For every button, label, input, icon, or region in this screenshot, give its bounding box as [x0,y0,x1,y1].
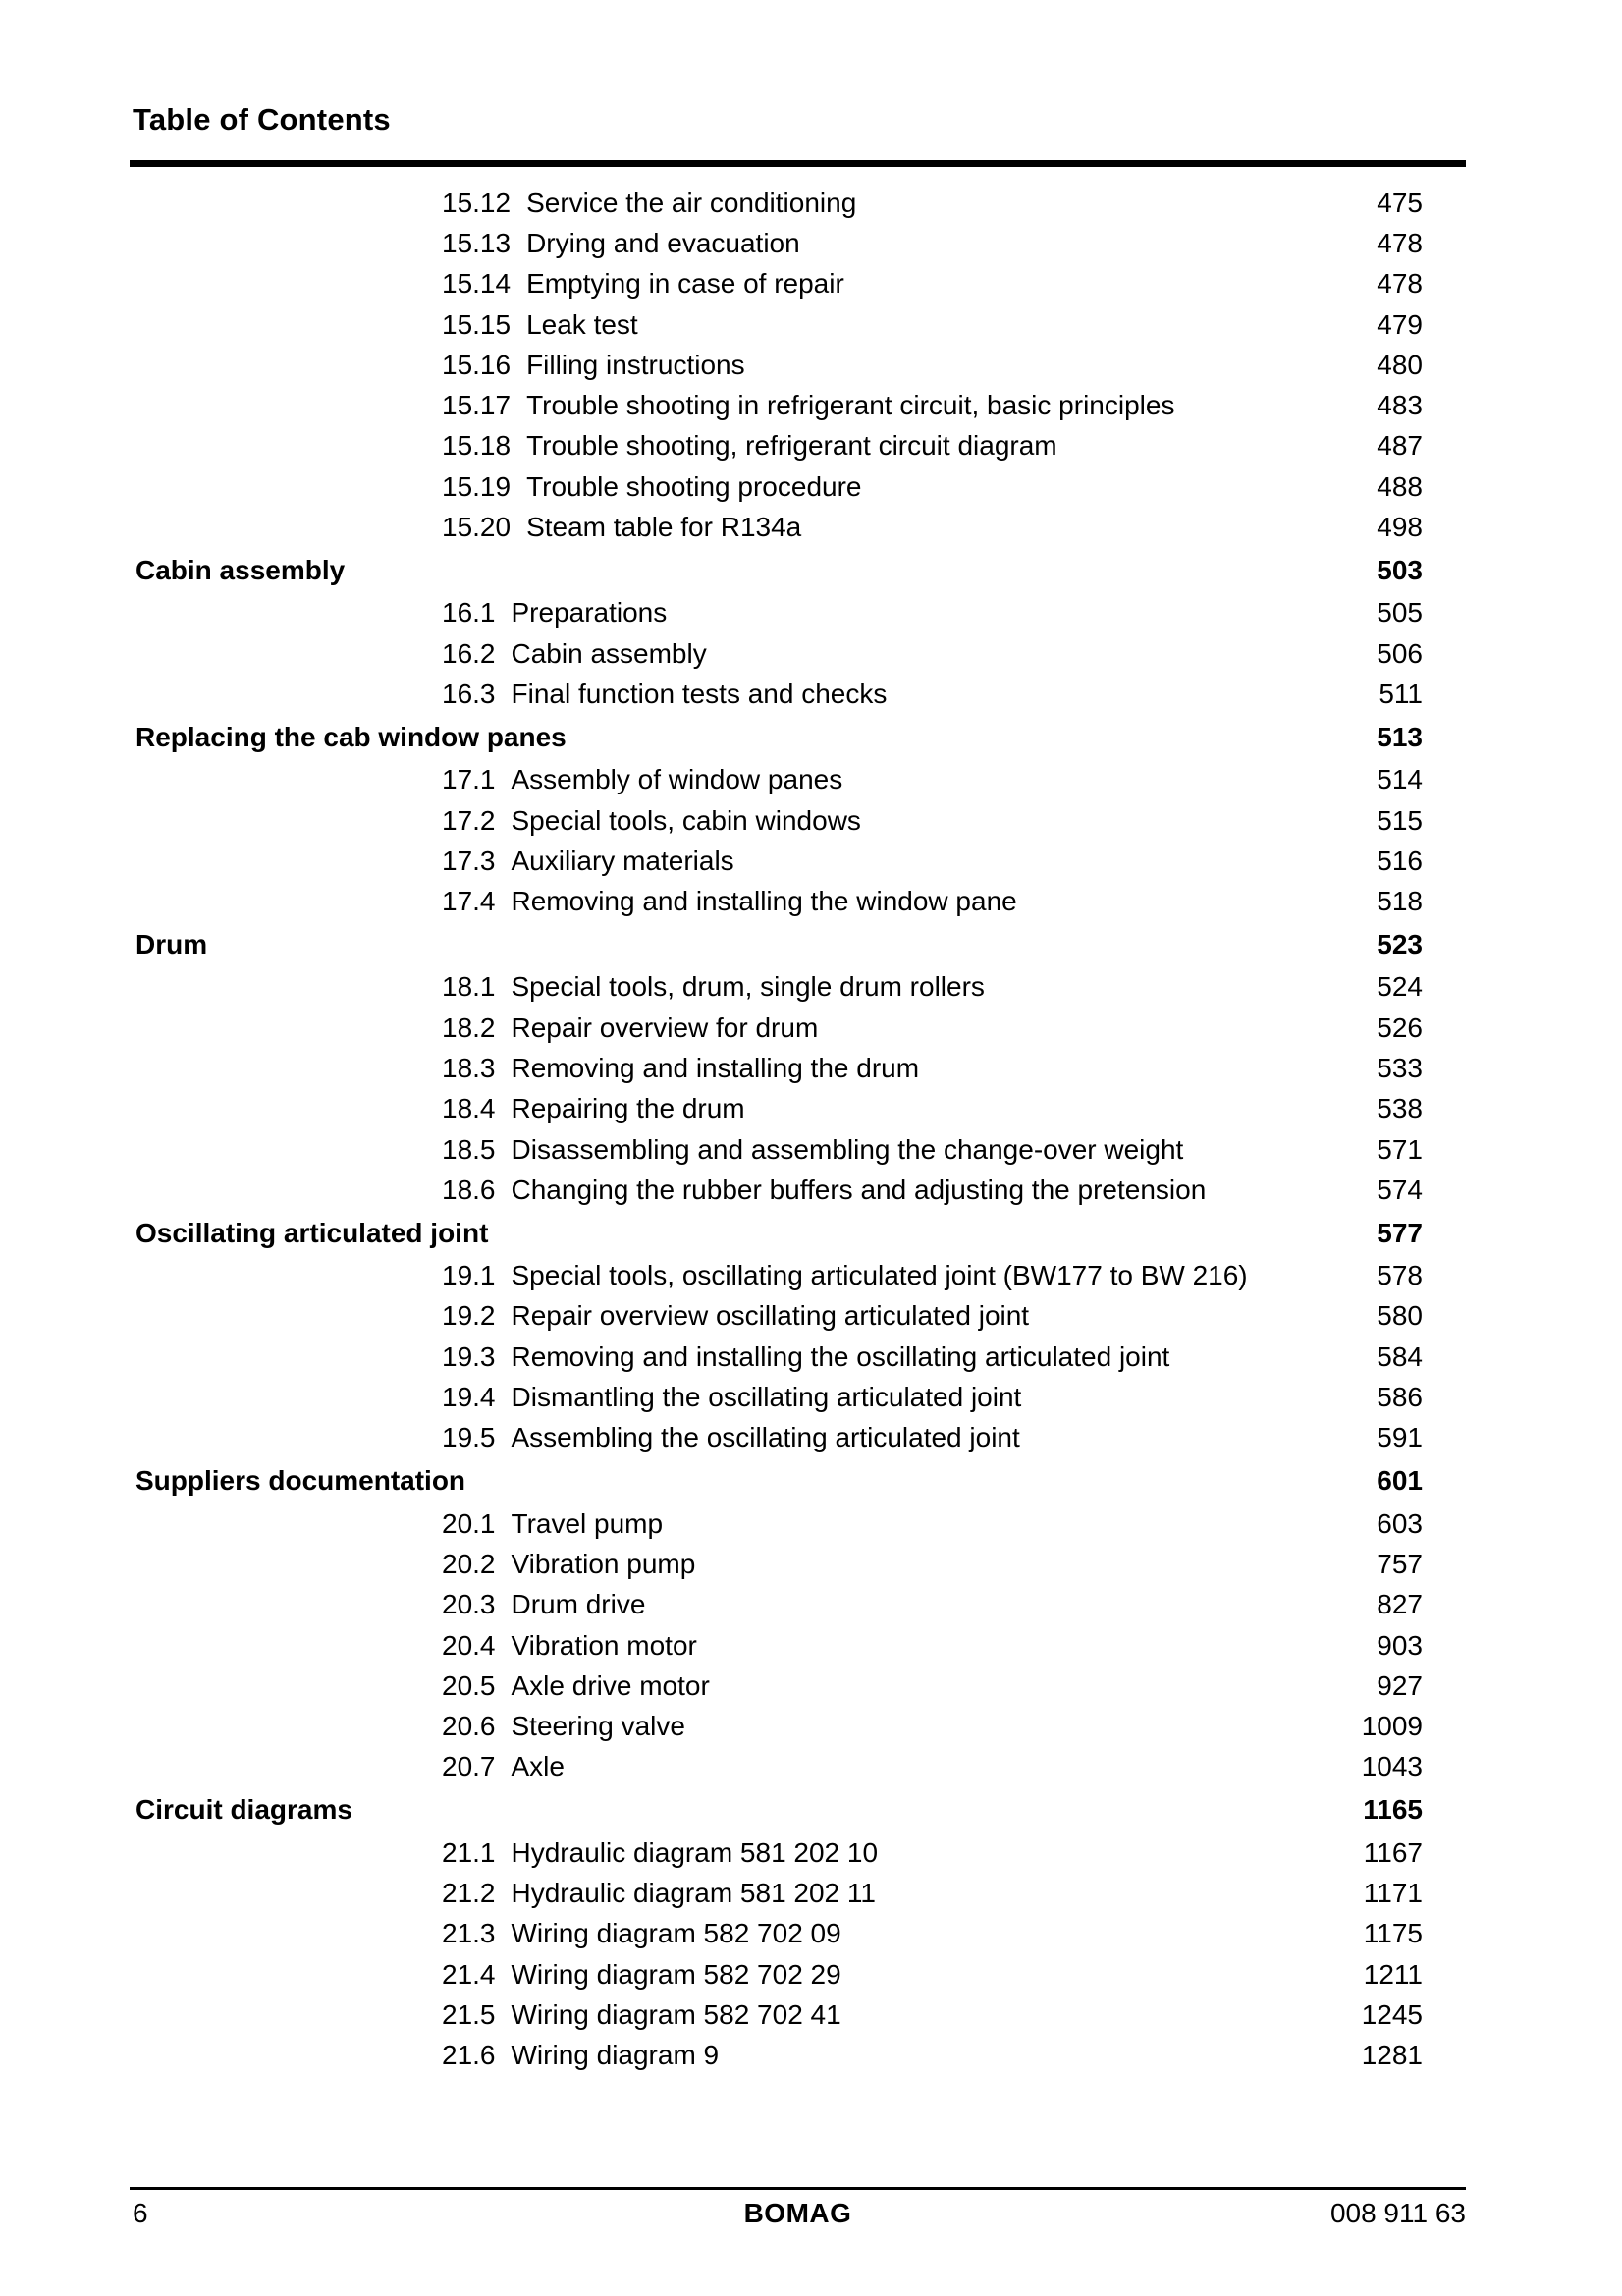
toc-entry-number: 15.19 [442,470,512,502]
toc-entry-row [130,385,1423,425]
toc-page-number: 903 [1377,1629,1423,1661]
toc-page-number: 518 [1377,886,1423,917]
toc-entry-title: Disassembling and assembling the change-over weight [511,1133,1184,1165]
toc-entry-row [130,183,1423,223]
toc-entry-row [130,304,1423,345]
toc-page-number: 584 [1377,1340,1423,1372]
footer-page-number: 6 [133,2198,148,2228]
toc-page-number: 515 [1377,804,1423,836]
toc-section-title: Replacing the cab window panes [135,721,567,752]
toc-entry-row [130,1377,1423,1417]
toc-page-number: 480 [1377,349,1423,380]
toc-page-number: 498 [1377,512,1423,543]
toc-page-number: 538 [1377,1093,1423,1124]
toc-entry-row [130,1337,1423,1377]
toc-entry-number: 16.3 [442,678,496,709]
toc-entry-title: Axle [511,1751,565,1782]
toc-entry-row [130,1707,1423,1747]
toc-entry-row [130,264,1423,304]
toc-entry-title: Removing and installing the window pane [511,886,1017,917]
toc-page-number: 586 [1377,1382,1423,1413]
toc-entry-title: Trouble shooting procedure [526,470,862,502]
toc-entry-row [130,1585,1423,1625]
toc-page-number: 1175 [1363,1918,1423,1949]
toc-page-number: 516 [1377,845,1423,876]
toc-entry-number: 20.5 [442,1669,496,1701]
toc-entry-row [130,800,1423,841]
toc-entry-title: Dismantling the oscillating articulated joint [511,1382,1022,1413]
toc-entry-title: Special tools, drum, single drum rollers [511,971,985,1003]
toc-entry-title: Service the air conditioning [526,187,857,218]
toc-entry-number: 21.3 [442,1918,496,1949]
toc-entry-number: 18.2 [442,1011,496,1043]
toc-page-number: 526 [1377,1011,1423,1043]
toc-entry-row [130,2036,1423,2076]
footer-doc-number: 008 911 63 [1329,2198,1466,2228]
toc-entry-row [130,881,1423,921]
toc-entry-title: Preparations [511,597,668,629]
toc-page-number: 533 [1377,1052,1423,1083]
toc-page-number: 827 [1377,1589,1423,1620]
toc-entry-title: Wiring diagram 582 702 41 [511,1998,841,2030]
toc-page-number: 578 [1377,1260,1423,1291]
toc-entry-title: Trouble shooting, refrigerant circuit diagram [526,430,1057,462]
toc-entry-number: 21.1 [442,1836,496,1868]
toc-entry-row [130,507,1423,547]
toc-entry-title: Wiring diagram 582 702 29 [511,1958,841,1990]
page-title: Table of Contents [133,102,391,137]
toc-entry-number: 15.15 [442,308,512,340]
toc-page-number: 479 [1377,308,1423,340]
toc-entry-title: Hydraulic diagram 581 202 11 [511,1878,876,1909]
footer-divider [130,2187,1466,2190]
toc-entry-title: Vibration motor [511,1629,697,1661]
toc-section-title: Drum [135,928,208,959]
toc-entry-row [130,1914,1423,1954]
toc-entry-row [130,1625,1423,1666]
toc-entry-number: 21.4 [442,1958,496,1990]
toc-entry-row [130,841,1423,881]
toc-entry-number: 15.18 [442,430,512,462]
toc-page-number: 574 [1377,1174,1423,1205]
toc-entry-title: Travel pump [511,1507,664,1539]
toc-section-row [130,1787,1423,1832]
toc-entry-row [130,633,1423,674]
toc-section-title: Cabin assembly [135,554,346,585]
toc-page-number: 1171 [1363,1878,1423,1909]
toc-page-number: 514 [1377,764,1423,795]
toc-entry-number: 20.6 [442,1711,496,1742]
toc-entry-title: Removing and installing the oscillating articulated joint [511,1340,1170,1372]
toc-section-title: Suppliers documentation [135,1465,466,1497]
toc-page-number: 478 [1377,227,1423,258]
toc-entry-number: 20.1 [442,1507,496,1539]
toc-entry-number: 15.17 [442,390,512,421]
toc-entry-title: Repair overview oscillating articulated joint [511,1300,1030,1332]
toc-entry-number: 15.12 [442,187,512,218]
toc-entry-row [130,1008,1423,1048]
toc-entry-title: Auxiliary materials [511,845,734,876]
toc-entry-row [130,1954,1423,1995]
toc-section-row [130,1458,1423,1503]
toc-entry-title: Wiring diagram 9 [511,2040,720,2071]
toc-entry-number: 20.2 [442,1548,496,1579]
toc-page-number: 524 [1377,971,1423,1003]
toc-entry-number: 16.2 [442,637,496,669]
toc-page-number: 591 [1377,1422,1423,1453]
toc-page-number: 580 [1377,1300,1423,1332]
toc-entry-title: Wiring diagram 582 702 09 [511,1918,841,1949]
toc-entry-row [130,426,1423,466]
toc-page-number: 603 [1377,1507,1423,1539]
toc-entry-number: 19.3 [442,1340,496,1372]
toc-entry-title: Hydraulic diagram 581 202 10 [511,1836,879,1868]
toc-entry-title: Assembly of window panes [511,764,843,795]
toc-entry-number: 18.4 [442,1093,496,1124]
toc-entry-number: 21.5 [442,1998,496,2030]
toc-entry-row [130,1666,1423,1706]
footer-brand: BOMAG [743,2198,852,2228]
toc-entry-row [130,1503,1423,1544]
toc-page-number: 577 [1377,1217,1423,1248]
toc-entry-row [130,1544,1423,1584]
toc-page-number: 1167 [1363,1836,1423,1868]
toc-entry-number: 18.3 [442,1052,496,1083]
toc-entry-row [130,1129,1423,1170]
toc-entry-title: Steam table for R134a [526,512,802,543]
toc-entry-number: 20.7 [442,1751,496,1782]
toc-entry-number: 15.13 [442,227,512,258]
toc-entry-row [130,1832,1423,1873]
toc-entry-number: 20.3 [442,1589,496,1620]
toc-entry-title: Leak test [526,308,638,340]
toc-entry-number: 17.4 [442,886,496,917]
toc-entry-row [130,1089,1423,1129]
toc-page-number: 506 [1377,637,1423,669]
toc-page-number: 478 [1377,268,1423,300]
toc-entry-number: 19.2 [442,1300,496,1332]
toc-page-number: 523 [1377,928,1423,959]
toc-entry-number: 20.4 [442,1629,496,1661]
toc-page-number: 483 [1377,390,1423,421]
toc-entry-number: 19.5 [442,1422,496,1453]
toc-section-row [130,715,1423,760]
toc-page-number: 511 [1379,678,1423,709]
toc-entry-number: 19.1 [442,1260,496,1291]
toc-entry-title: Repair overview for drum [511,1011,819,1043]
toc-entry-number: 21.2 [442,1878,496,1909]
toc-entry-row [130,1256,1423,1296]
toc-page-number: 1009 [1361,1711,1423,1742]
toc-entry-row [130,967,1423,1008]
toc-section-title: Oscillating articulated joint [135,1217,489,1248]
toc-entry-title: Repairing the drum [511,1093,745,1124]
toc-page-number: 1281 [1361,2040,1423,2071]
page-footer [130,2198,1466,2229]
toc-entry-title: Axle drive motor [511,1669,710,1701]
toc-entry-title: Steering valve [511,1711,685,1742]
toc-section-row [130,548,1423,593]
toc-section-row [130,1211,1423,1256]
toc-entry-title: Final function tests and checks [511,678,888,709]
toc-entry-title: Special tools, cabin windows [511,804,861,836]
toc-entry-title: Drum drive [511,1589,646,1620]
toc-entry-row [130,1995,1423,2035]
toc-entry-row [130,1296,1423,1337]
toc-list [130,183,1466,2076]
toc-page-number: 757 [1377,1548,1423,1579]
toc-page-number: 927 [1377,1669,1423,1701]
toc-entry-title: Special tools, oscillating articulated joint (BW177 to BW 216) [511,1260,1248,1291]
toc-section-title: Circuit diagrams [135,1794,352,1826]
toc-entry-row [130,1873,1423,1913]
toc-entry-number: 17.1 [442,764,496,795]
toc-entry-number: 15.16 [442,349,512,380]
toc-entry-number: 16.1 [442,597,496,629]
toc-page-number: 1165 [1363,1794,1423,1826]
toc-page-number: 571 [1377,1133,1423,1165]
toc-entry-number: 18.5 [442,1133,496,1165]
toc-entry-title: Removing and installing the drum [511,1052,920,1083]
toc-page-number: 601 [1377,1465,1423,1497]
toc-page-number: 1211 [1363,1958,1423,1990]
toc-page-number: 1245 [1361,1998,1423,2030]
toc-entry-row [130,1048,1423,1088]
toc-entry-number: 17.2 [442,804,496,836]
toc-entry-row [130,593,1423,633]
toc-entry-number: 18.6 [442,1174,496,1205]
toc-entry-title: Filling instructions [526,349,745,380]
toc-entry-row [130,345,1423,385]
toc-entry-number: 15.14 [442,268,512,300]
toc-page-number: 513 [1377,721,1423,752]
toc-entry-title: Vibration pump [511,1548,696,1579]
toc-entry-title: Cabin assembly [511,637,707,669]
toc-page-number: 488 [1377,470,1423,502]
toc-entry-title: Drying and evacuation [526,227,800,258]
toc-page-number: 475 [1377,187,1423,218]
toc-entry-number: 21.6 [442,2040,496,2071]
toc-entry-number: 18.1 [442,971,496,1003]
toc-entry-number: 15.20 [442,512,512,543]
toc-page-number: 503 [1377,554,1423,585]
toc-section-row [130,922,1423,967]
toc-entry-row [130,1747,1423,1787]
toc-entry-title: Assembling the oscillating articulated joint [511,1422,1020,1453]
toc-entry-title: Emptying in case of repair [526,268,844,300]
toc-entry-row [130,1170,1423,1210]
header-divider [130,160,1466,167]
toc-entry-row [130,674,1423,714]
toc-entry-number: 17.3 [442,845,496,876]
toc-entry-title: Changing the rubber buffers and adjusting the pretension [511,1174,1207,1205]
toc-entry-row [130,466,1423,507]
toc-entry-title: Trouble shooting in refrigerant circuit, basic principles [526,390,1175,421]
toc-page-number: 505 [1377,597,1423,629]
toc-entry-number: 19.4 [442,1382,496,1413]
toc-entry-row [130,1418,1423,1458]
toc-page-number: 1043 [1361,1751,1423,1782]
toc-entry-row [130,223,1423,263]
toc-entry-row [130,760,1423,800]
toc-page-number: 487 [1377,430,1423,462]
